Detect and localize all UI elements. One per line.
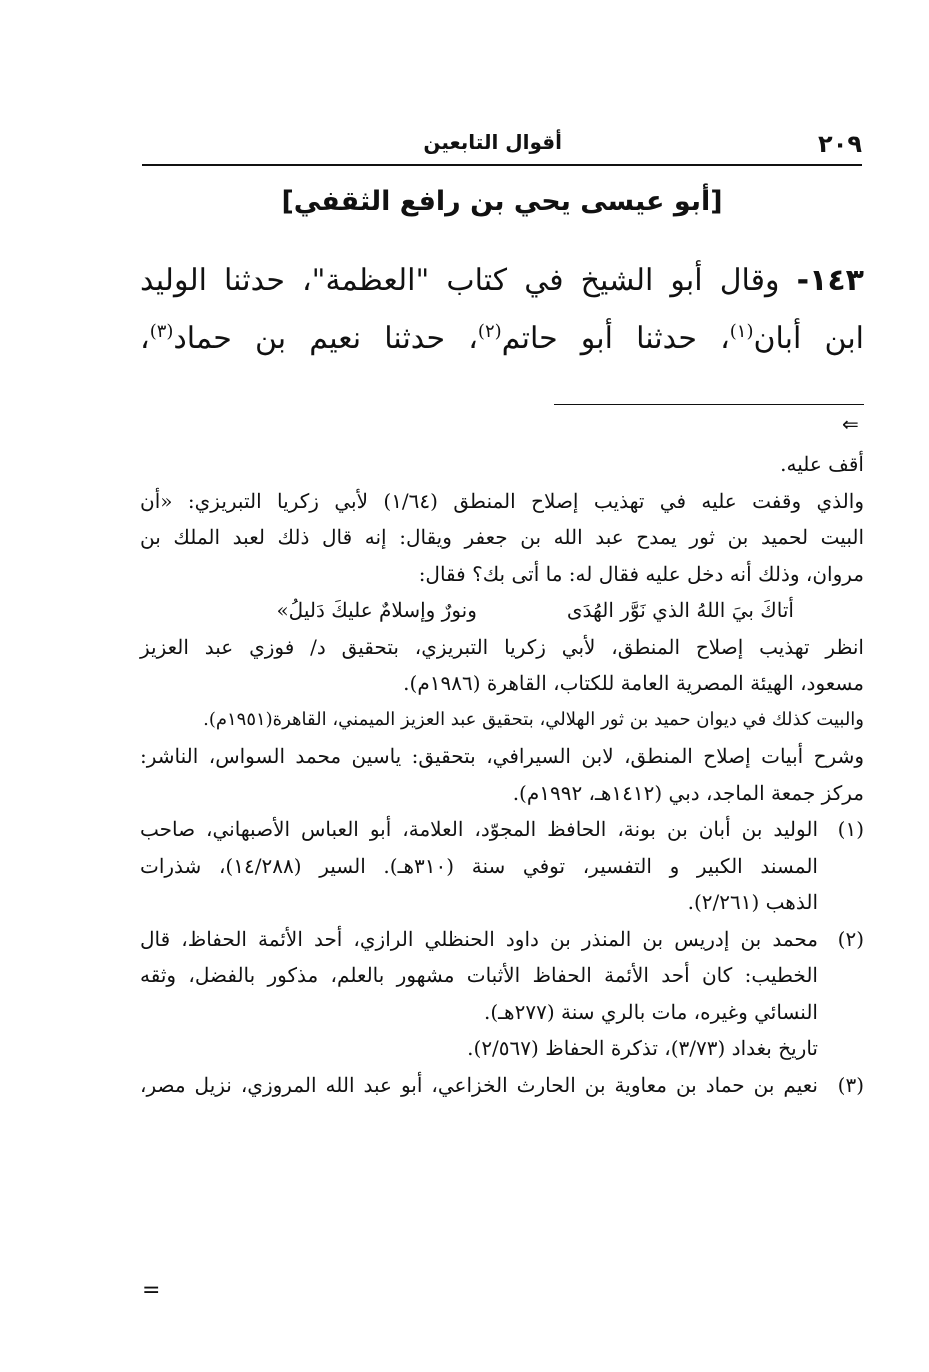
footnote-separator: [554, 404, 864, 405]
paragraph-number: ١٤٣-: [796, 263, 864, 298]
footnote-line: تاريخ بغداد (٣/٧٣)، تذكرة الحفاظ (٢/٥٦٧).: [467, 1036, 818, 1060]
footnote-line: البيت لحميد بن ثور يمدح عبد الله بن جعفر ويقال: إنه قال ذلك لعبد الملك بن: [140, 525, 864, 549]
footnote-3: [140, 1067, 864, 1104]
footnote-ref-2: (٢): [477, 321, 502, 342]
section-heading: [أبو عيسى يحي بن رافع الثقفي]: [281, 186, 723, 217]
poetry-verse: [140, 592, 864, 629]
footnote-number: (١): [837, 817, 864, 841]
footnote-line: انظر تهذيب إصلاح المنطق، لأبي زكريا التبريزي، بتحقيق د/ فوزي عبد العزيز: [140, 634, 864, 659]
footnote-line: والذي وقفت عليه في تهذيب إصلاح المنطق (١/٦٤) لأبي زكريا التبريزي: «أن: [140, 488, 864, 513]
footnotes: [140, 446, 864, 1103]
footnote-line: مسعود، الهيئة المصرية العامة للكتاب، القاهرة (١٩٨٦م).: [403, 671, 864, 695]
main-line-1: [140, 252, 864, 310]
footnote-line: وشرح أبيات إصلاح المنطق، لابن السيرافي، بتحقيق: ياسين محمد السواس، الناشر:: [140, 744, 864, 768]
main-line-2-part-d: ،: [140, 321, 150, 356]
running-header: [142, 128, 862, 166]
footnote-line: محمد بن إدريس بن المنذر بن داود الحنظلي الرازي، أحد الأئمة الحفاظ، قال: [140, 926, 818, 951]
footnote-line: الذهب (٢/٢٦١).: [687, 890, 818, 914]
footnote-line: والبيت كذلك في ديوان حميد بن ثور الهلالي، بتحقيق عبد العزيز الميمني، القاهرة(١٩٥١م).: [203, 708, 864, 730]
main-line-2: [140, 310, 864, 368]
footnote-ref-1: (١): [729, 321, 754, 342]
footnote-number: (٣): [837, 1072, 864, 1097]
footnote-line: مركز جمعة الماجد، دبي (١٤١٢هـ، ١٩٩٢م).: [512, 780, 864, 805]
running-title: أقوال التابعين: [423, 130, 562, 154]
main-line-2-part-c: ، حدثنا نعيم بن حماد: [173, 321, 478, 356]
main-line-2-part-a: ابن أبان: [753, 321, 864, 356]
main-line-2-part-b: ، حدثنا أبو حاتم: [501, 321, 730, 356]
footnote-line: الخطيب: كان أحد الأئمة الحفاظ الأثبات مشهور بالعلم، مذكور بالفضل، وثقه: [140, 963, 818, 987]
footnote-line: الوليد بن أبان بن بونة، الحافظ المجوّد، العلامة، أبو العباس الأصبهاني، صاحب: [140, 817, 818, 841]
main-line-1-text: وقال أبو الشيخ في كتاب "العظمة"، حدثنا الوليد: [140, 263, 797, 298]
footnote-line: المسند الكبير و التفسير، توفي سنة (٣١٠هـ). السير (١٤/٢٨٨)، شذرات: [140, 853, 818, 878]
verse-first-hemistich: أتاكَ بيَ اللهُ الذي نَوَّر الهُدَى: [566, 598, 794, 622]
main-text: [140, 252, 864, 368]
footnote-2: [140, 921, 864, 1067]
footnote-line: نعيم بن حماد بن معاوية بن الحارث الخزاعي، أبو عبد الله المروزي، نزيل مصر،: [140, 1072, 818, 1097]
footnote-ref-3: (٣): [149, 321, 174, 342]
continued-next-page-mark: =: [142, 1278, 161, 1303]
verse-second-hemistich: ونورٌ وإسلامٌ عليكَ دَليلُ»: [276, 598, 477, 622]
page-number: ٢٠٩: [818, 130, 862, 158]
continued-footnote: [140, 446, 864, 811]
footnote-1: [140, 811, 864, 921]
footnote-number: (٢): [837, 926, 864, 951]
footnote-line: أقف عليه.: [780, 452, 864, 476]
continuation-arrow-icon: ⇐: [842, 412, 859, 436]
footnote-line: النسائي وغيره، مات بالري سنة (٢٧٧هـ).: [484, 999, 818, 1024]
footnote-line: مروان، وذلك أنه دخل عليه فقال له: ما أتى بك؟ فقال:: [418, 561, 864, 586]
